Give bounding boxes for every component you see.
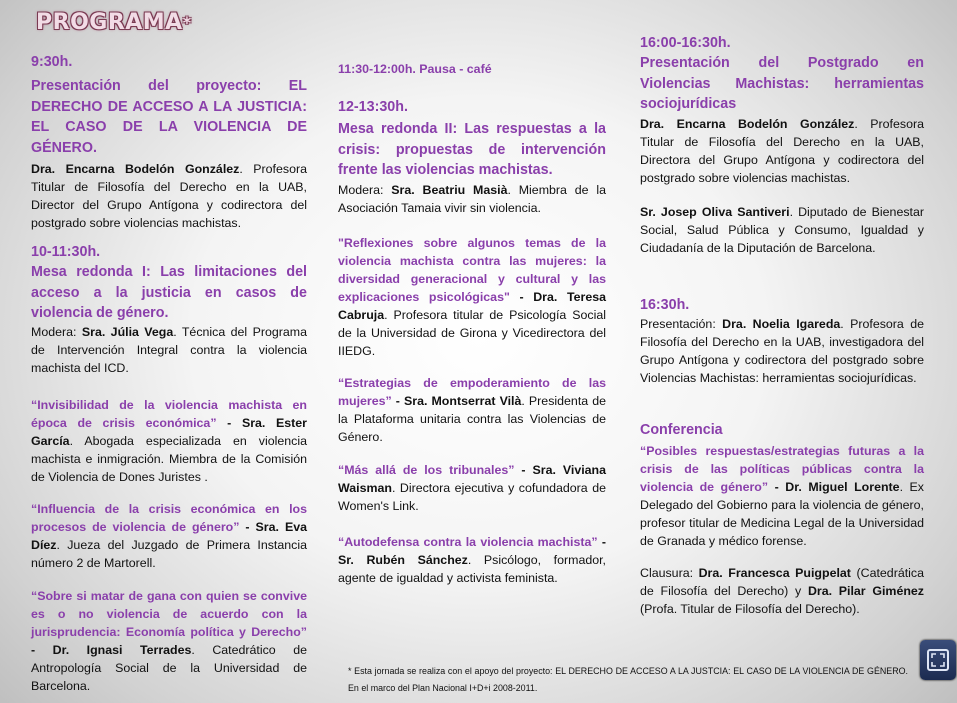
session-time: 10-11:30h. [31,244,101,260]
speaker-bio: . Catedrático de Antropología Social de la Universidad de Barcelona. [31,643,307,693]
talk-block: “Influencia de la crisis económica en los procesos de violencia de género” - Sra. Eva Díez. Jueza del Juzgado de Primera Instancia número 2 de Martorell. [31,502,307,570]
talk-title: “Más allá de los tribunales” [338,463,515,477]
speaker-bio: . Diputado de Bienestar Social, Salud Pública y Consumo, Igualdad y Ciudadanía de la Diputación de Barcelona. [640,205,924,255]
talk-block: "Reflexiones sobre algunos temas de la violencia machista contra las mujeres: la diversidad generacional y cultural y las explicaciones psicológicas" - Dra. Teresa Cabruja. Profesora titular de Psicología Social de la Universidad de Girona y Vicedirectora del IIEDG. [338,236,606,358]
speaker-block [640,203,924,257]
session-time: 16:00-16:30h. [640,35,731,51]
speaker-bio: . Profesora titular de Psicología Social de la Universidad de Girona y Vicedirectora del IIEDG. [338,308,606,358]
speaker-name: Sra. Ester García [31,416,307,448]
talk-title: “Influencia de la crisis económica en los procesos de violencia de género” [31,502,307,534]
speaker-bio: . Profesora de Filosofía del Derecho en la UAB, investigadora del Grupo Antígona y codirectora del postgrado sobre Violencias Machistas: herramientas sociojurídicas. [640,317,924,385]
talk-title: “Sobre si matar de gana con quien se convive es o no violencia de acuerdo con la jurisprudencia: Economía política y Derecho” [31,589,307,639]
speaker-bio: . Directora ejecutiva y cofundadora de Women's Link. [338,481,606,513]
expand-icon [927,649,949,671]
speaker-name: Dr. Miguel Lorente [785,480,900,494]
fullscreen-button[interactable] [920,640,956,680]
session-time: 16:30h. [640,297,690,313]
session-title: Mesa redonda I: Las limitaciones del acceso a la justicia en casos de violencia de género. [31,264,307,321]
talk-title: “Invisibilidad de la violencia machista en época de crisis económica” [31,398,307,430]
speaker-name: Dr. Ignasi Terrades [52,643,192,657]
speaker-name: Dra. Encarna Bodelón González [31,162,240,176]
speaker-bio: . Psicólogo, formador, agente de igualdad y activista feminista. [338,553,606,585]
speaker-name: Sra. Eva Díez [31,520,307,552]
session-title: Mesa redonda II: Las respuestas a la crisis: propuestas de intervención frente las violencias machistas. [338,121,606,178]
speaker-name: Sra. Montserrat Vilà [404,394,522,408]
conference-heading: Conferencia [640,422,723,438]
talk-block: “Autodefensa contra la violencia machista” - Sr. Rubén Sánchez. Psicólogo, formador, agente de igualdad y activista feminista. [338,535,606,585]
speaker-name: Dra. Teresa Cabruja [338,290,606,322]
speaker-block [31,160,307,232]
speaker-name: Dra. Pilar Giménez [807,584,924,598]
pause-line: 11:30-12:00h. Pausa - café [338,62,492,76]
speaker-bio: . Abogada especializada en violencia machista e inmigración. Miembra de la Comisión de Violencia de Dones Juristes . [31,434,307,484]
talk-block: “Sobre si matar de gana con quien se convive es o no violencia de acuerdo con la jurisprudencia: Economía política y Derecho” - Dr. Ignasi Terrades. Catedrático de Antropología Social de la Universidad de Barcelona. [31,589,307,693]
closing-block: Clausura: Dra. Francesca Puigpelat (Catedrática de Filosofía del Derecho) y Dra. Pilar Giménez (Profa. Titular de Filosofía del Derecho). [640,566,924,616]
speaker-bio: . Presidenta de la Plataforma unitaria contra las Violencias de Género. [338,394,606,444]
speaker-name: Sr. Rubén Sánchez [338,553,468,567]
speaker-name: Dra. Francesca Puigpelat [698,566,851,580]
talk-block: “Estrategias de empoderamiento de las mujeres” - Sra. Montserrat Vilà. Presidenta de la Plataforma unitaria contra las Violencias de Género. [338,376,606,444]
talk-title: "Reflexiones sobre algunos temas de la violencia machista contra las mujeres: la diversidad generacional y cultural y las explicaciones psicológicas" [338,236,606,304]
speaker-bio: . Jueza del Juzgado de Primera Instancia número 2 de Martorell. [31,538,307,570]
session-title: Presentación del proyecto: EL DERECHO DE ACCESO A LA JUSTICIA: EL CASO DE LA VIOLENCIA DE GÉNERO. [31,78,307,156]
moderator-name: Sra. Beatriu Masià [391,183,508,197]
title-asterisk: * [182,13,192,32]
talk-title: “Posibles respuestas/estrategias futuras a la crisis de las políticas públicas contra la violencia de género” [640,444,924,494]
speaker-block [640,115,924,187]
talk-title: “Estrategias de empoderamiento de las mujeres” [338,376,606,408]
page-title: PROGRAMA* [36,10,192,35]
session-title: Presentación del Postgrado en Violencias Machistas: herramientas sociojurídicas [640,55,924,112]
talk-block: “Invisibilidad de la violencia machista en época de crisis económica” - Sra. Ester García. Abogada especializada en violencia machista e inmigración. Miembra de la Comisión de Violencia de Dones Juristes . [31,398,307,484]
session-time: 9:30h. [31,54,73,70]
moderator-block: Modera: Sra. Beatriu Masià. Miembra de la Asociación Tamaia vivir sin violencia. [338,183,606,215]
speaker-bio: . Profesora Titular de Filosofía del Derecho en la UAB, Directora del Grupo Antígona y codirectora del postgrado sobre violencias machistas. [640,117,924,185]
footnote: * Esta jornada se realiza con el apoyo del proyecto: EL DERECHO DE ACCESO A LA JUSTCIA: EL CASO DE LA VIOLENCIA DE GÉNERO. En el marco del Plan Nacional I+D+i 2008-2011. [348,666,908,693]
session-time: 12-13:30h. [338,99,408,115]
presentation-block: Presentación: Dra. Noelia Igareda. Profesora de Filosofía del Derecho en la UAB, investigadora del Grupo Antígona y codirectora del postgrado sobre Violencias Machistas: herramientas sociojurídicas. [640,317,924,385]
conference-block: “Posibles respuestas/estrategias futuras a la crisis de las políticas públicas contra la violencia de género” - Dr. Miguel Lorente. Ex Delegado del Gobierno para la violencia de género, profesor titular de Medicina Legal de la Universidad de Granada y médico forense. [640,444,924,548]
talk-title: “Autodefensa contra la violencia machista” [338,535,598,549]
moderator-name: Sra. Júlia Vega [81,325,174,339]
speaker-name: Sr. Josep Oliva Santiveri [640,205,790,219]
speaker-bio: . Ex Delegado del Gobierno para la violencia de género, profesor titular de Medicina Legal de la Universidad de Granada y médico forense. [640,480,924,548]
speaker-name: Sra. Viviana Waisman [338,463,607,495]
moderator-block: Modera: Sra. Júlia Vega. Técnica del Programa de Intervención Integral contra la violencia machista del ICD. [31,325,307,375]
speaker-name: Dra. Encarna Bodelón González [640,117,855,131]
speaker-name: Dra. Noelia Igareda [722,317,841,331]
speaker-bio: . Profesora Titular de Filosofía del Derecho en la UAB, Director del Grupo Antígona y codirectora del postgrado sobre violencias machistas. [31,162,307,230]
talk-block: “Más allá de los tribunales” - Sra. Viviana Waisman. Directora ejecutiva y cofundadora de Women's Link. [338,463,607,513]
